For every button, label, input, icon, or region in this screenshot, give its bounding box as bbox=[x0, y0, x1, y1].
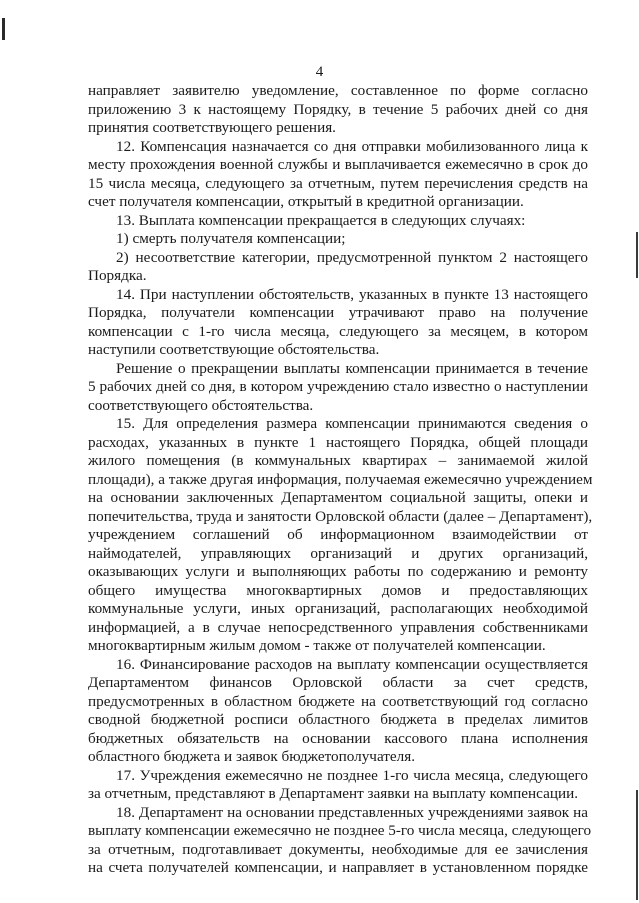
text-line: оказывающих услуги и выполняющих работы по содержанию и ремонту bbox=[88, 563, 588, 580]
text-line: принятия соответствующего решения. bbox=[88, 119, 336, 136]
text-line: бюджетных обязательств на основании кассового плана исполнения bbox=[88, 729, 588, 747]
text-line: 17. Учреждения ежемесячно не позднее 1-го числа месяца, следующего bbox=[116, 766, 588, 784]
text-line: Порядка, получатели компенсации утрачивают право на получение bbox=[88, 304, 588, 321]
text-line: 15. Для определения размера компенсации принимаются сведения о bbox=[116, 415, 588, 432]
text-line: 13. Выплата компенсации прекращается в следующих случаях: bbox=[116, 211, 526, 229]
text-line: учреждением соглашений об информационном взаимодействии от bbox=[88, 526, 588, 543]
text-line: на основании заключенных Департаментом социальной защиты, опеки и bbox=[88, 489, 588, 506]
text-line: на счета получателей компенсации, и направляет в установленном порядке bbox=[88, 859, 588, 876]
scan-edge-mark bbox=[636, 232, 638, 278]
text-line: 18. Департамент на основании представленных учреждениями заявок на bbox=[116, 803, 588, 821]
text-line: 16. Финансирование расходов на выплату компенсации осуществляется bbox=[116, 655, 588, 673]
text-line: направляет заявителю уведомление, составленное по форме согласно bbox=[88, 82, 588, 99]
text-line: за отчетным, представляют в Департамент заявки на выплату компенсации. bbox=[88, 785, 579, 802]
text-line: 5 рабочих дней со дня, в котором учреждению стало известно о наступлении bbox=[88, 378, 588, 395]
text-line: коммунальные услуги, иных организаций, располагающих необходимой bbox=[88, 600, 588, 617]
text-line: многоквартирным жилым домом - также от получателей компенсации. bbox=[88, 637, 546, 654]
text-line: месту прохождения военной службы и выплачивается ежемесячно в срок до bbox=[88, 156, 588, 173]
text-line: за отчетным, подготавливает документы, необходимые для ее зачисления bbox=[88, 840, 588, 858]
text-line: 1) смерть получателя компенсации; bbox=[116, 230, 346, 247]
text-line: приложению 3 к настоящему Порядку, в течение 5 рабочих дней со дня bbox=[88, 100, 588, 118]
text-line: счет получателя компенсации, открытый в кредитной организации. bbox=[88, 193, 524, 210]
text-line: площади), а также другая информация, получаемая ежемесячно учреждением bbox=[88, 470, 593, 488]
page-number: 4 bbox=[315, 64, 324, 80]
text-line: выплату компенсации ежемесячно не позднее 5-го числа месяца, следующего bbox=[88, 822, 592, 839]
text-line: попечительства, труда и занятости Орловской области (далее – Департамент), bbox=[88, 507, 593, 525]
text-line: информацией, а в случае непосредственного управления собственниками bbox=[88, 618, 588, 636]
text-line: соответствующего обстоятельства. bbox=[88, 396, 314, 414]
text-line: областного бюджета и заявок бюджетополучателя. bbox=[88, 748, 416, 765]
text-line: 2) несоответствие категории, предусмотренной пунктом 2 настоящего bbox=[116, 248, 588, 266]
scan-edge-mark bbox=[2, 18, 5, 40]
text-line: сводной бюджетной росписи областного бюджета в пределах лимитов bbox=[88, 711, 588, 728]
text-line: наступили соответствующие обстоятельства. bbox=[88, 341, 380, 358]
text-line: Решение о прекращении выплаты компенсации принимается в течение bbox=[116, 359, 588, 377]
text-line: наймодателей, управляющих организаций и других организаций, bbox=[88, 544, 588, 562]
text-line: общего имущества многоквартирных домов и предоставляющих bbox=[88, 581, 588, 599]
text-line: расходах, указанных в пункте 1 настоящего Порядка, общей площади bbox=[88, 433, 588, 451]
text-line: Порядка. bbox=[88, 267, 147, 284]
scan-edge-mark bbox=[636, 790, 638, 900]
text-line: компенсации с 1-го числа месяца, следующего за месяцем, в котором bbox=[88, 322, 588, 340]
text-line: 15 числа месяца, следующего за отчетным, путем перечисления средств на bbox=[88, 174, 588, 192]
text-line: жилого помещения (в коммунальных квартирах – занимаемой жилой bbox=[88, 452, 588, 469]
document-body bbox=[88, 82, 593, 878]
text-line: предусмотренных в областном бюджете на соответствующий год согласно bbox=[88, 692, 588, 710]
text-line: 14. При наступлении обстоятельств, указанных в пункте 13 настоящего bbox=[116, 285, 588, 303]
text-line: 12. Компенсация назначается со дня отправки мобилизованного лица к bbox=[116, 137, 588, 155]
text-line: Департаментом финансов Орловской области за счет средств, bbox=[88, 674, 588, 691]
